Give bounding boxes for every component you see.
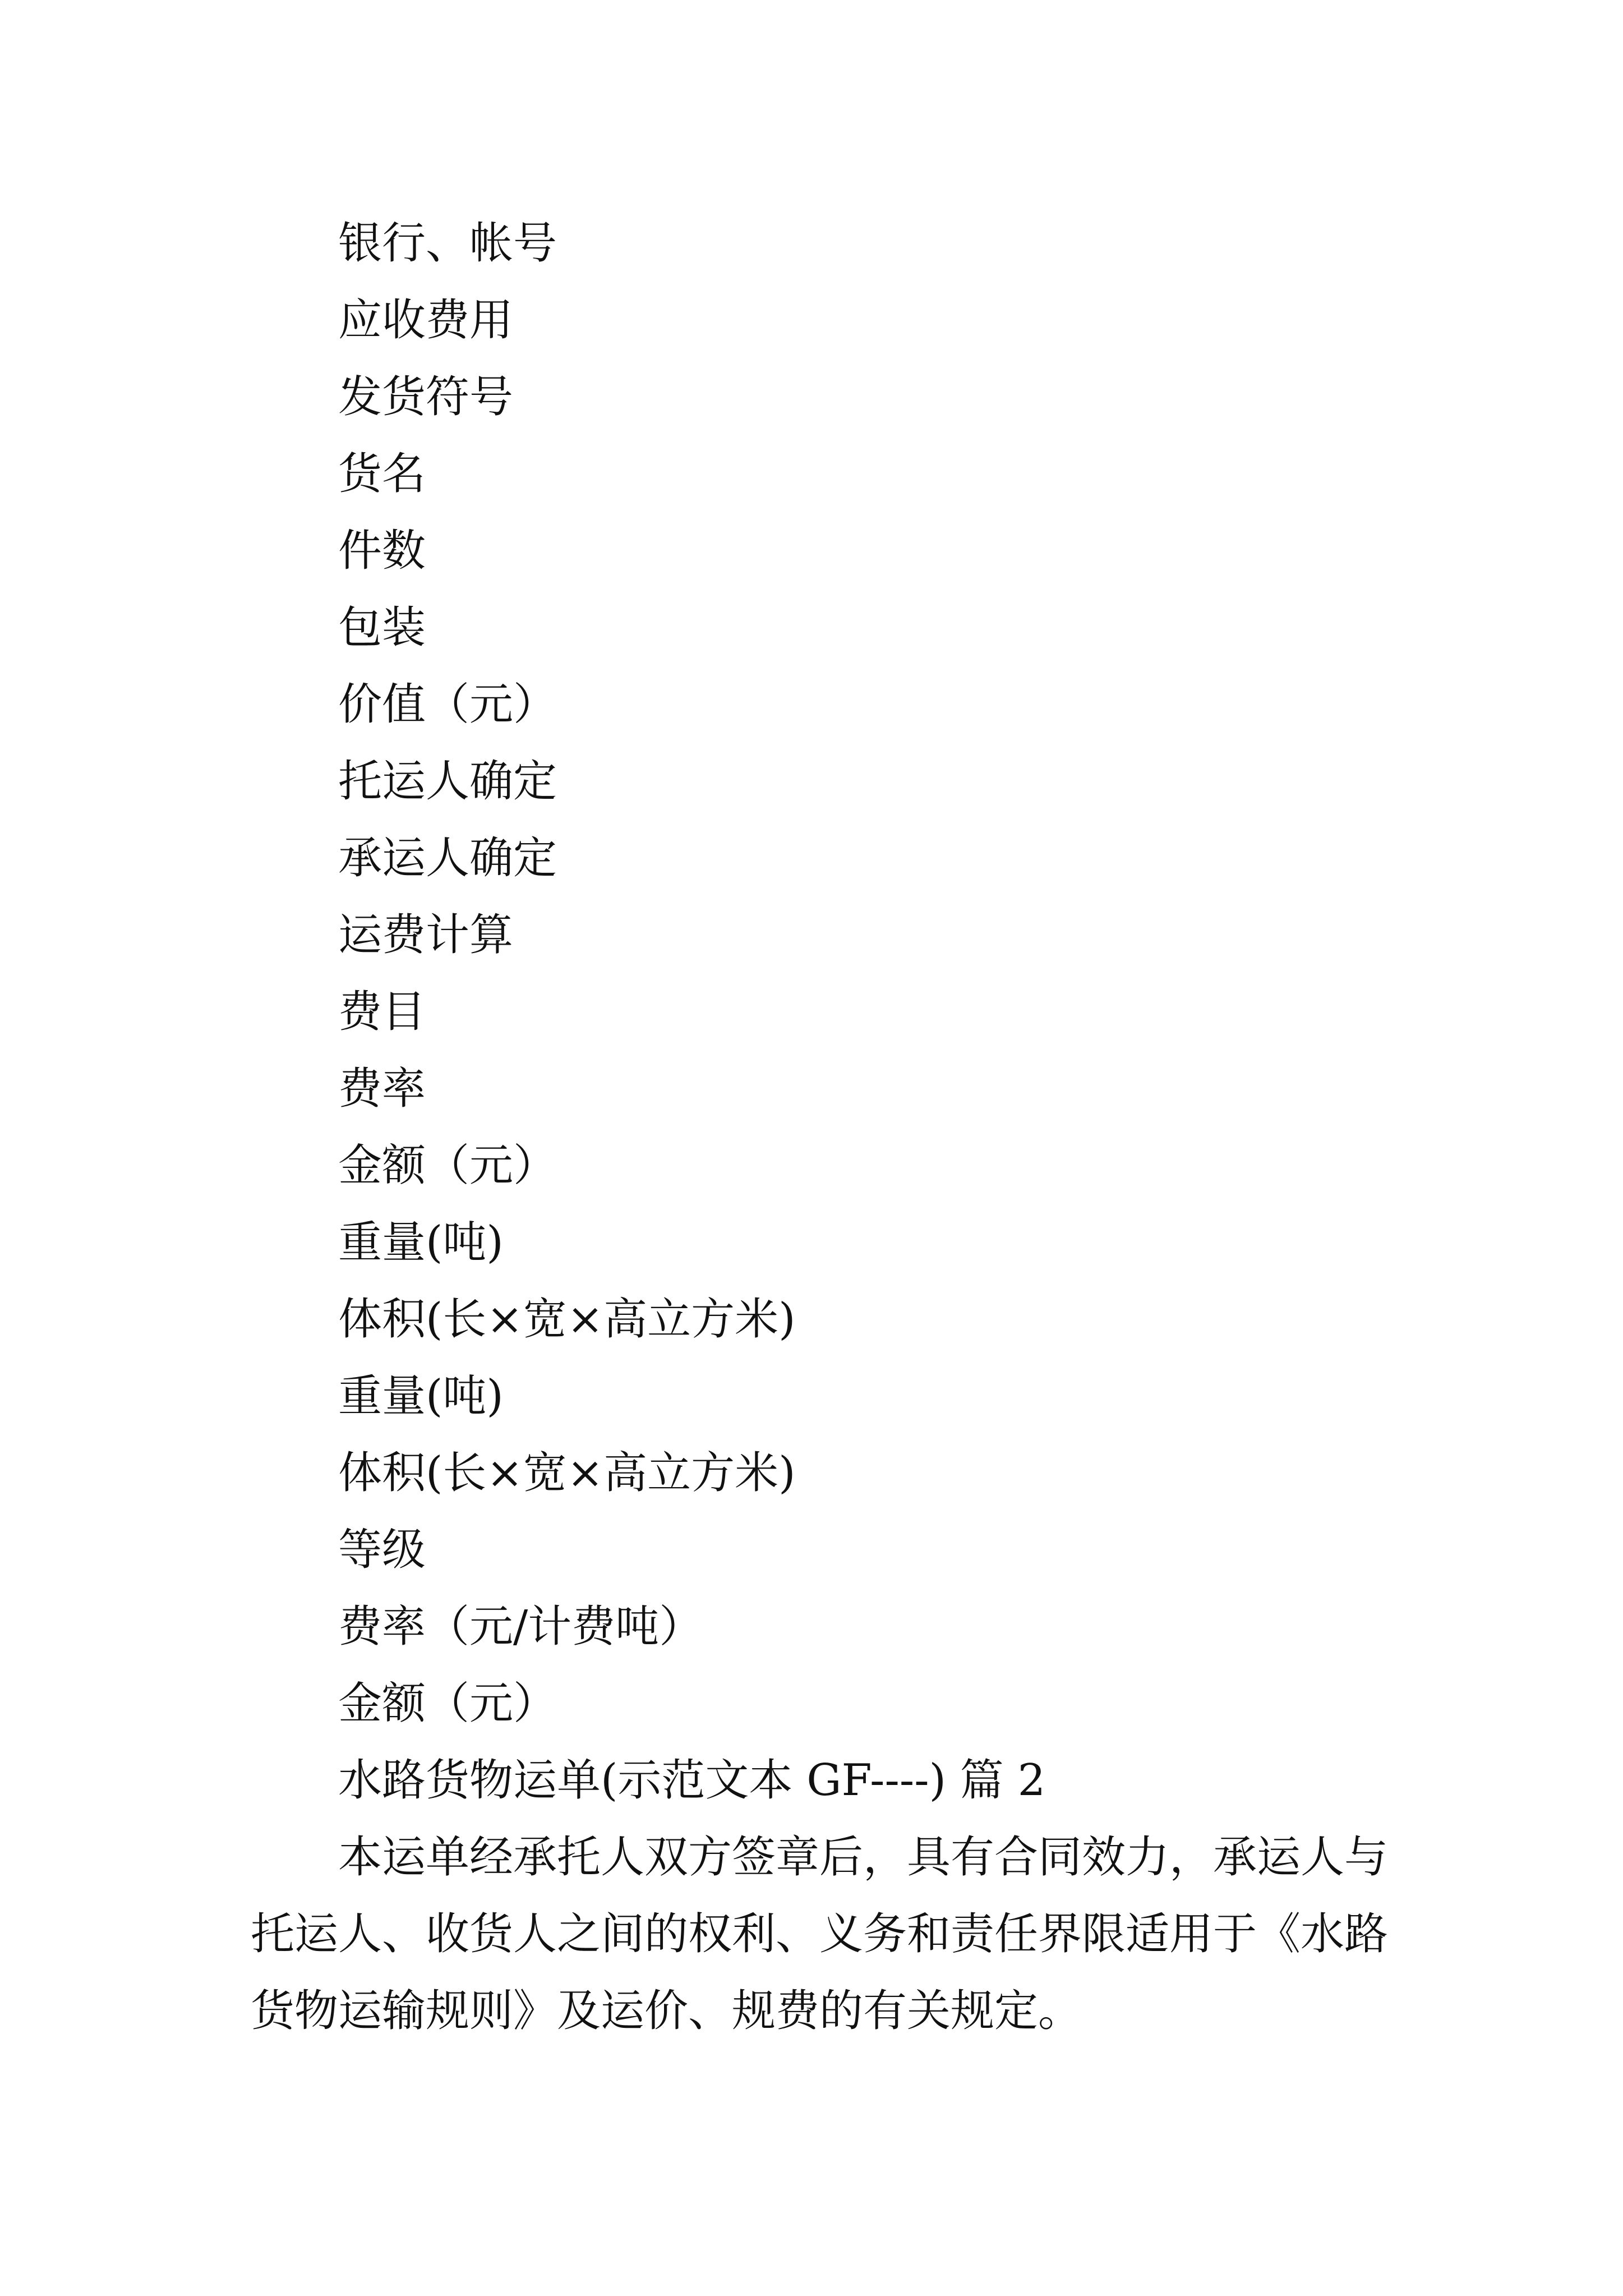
shipping-mark-label: 发货符号	[338, 372, 514, 422]
carrier-confirmed-label: 承运人确定	[338, 833, 557, 884]
cargo-name-label: 货名	[338, 449, 426, 499]
shipper-confirmed-label: 托运人确定	[338, 756, 557, 807]
volume-label-2: 体积(长×宽×高立方米)	[338, 1448, 796, 1498]
bank-account-label: 银行、帐号	[338, 218, 557, 269]
piece-count-label: 件数	[338, 526, 426, 576]
fee-item-label: 费目	[338, 987, 426, 1037]
receivable-fees-label: 应收费用	[338, 295, 514, 346]
packaging-label: 包装	[338, 602, 426, 653]
value-label: 价值（元）	[338, 679, 557, 730]
weight-label-2: 重量(吨)	[338, 1371, 504, 1421]
rate-per-ton-label: 费率（元/计费吨）	[338, 1602, 703, 1652]
section-title: 水路货物运单(示范文本 GF----) 篇 2	[338, 1755, 1046, 1806]
contract-paragraph: 本运单经承托人双方签章后，具有合同效力，承运人与托运人、收货人之间的权利、义务和责任界限适用于《水路货物运输规则》及运价、规费的有关规定。	[251, 1832, 1389, 2036]
volume-label: 体积(长×宽×高立方米)	[338, 1294, 796, 1345]
document-page	[251, 205, 1389, 2050]
grade-label: 等级	[338, 1525, 426, 1575]
freight-calculation-label: 运费计算	[338, 910, 514, 960]
amount-label-2: 金额（元）	[338, 1678, 557, 1729]
weight-label: 重量(吨)	[338, 1217, 504, 1268]
fee-rate-label: 费率	[338, 1064, 426, 1114]
amount-label: 金额（元）	[338, 1140, 557, 1191]
